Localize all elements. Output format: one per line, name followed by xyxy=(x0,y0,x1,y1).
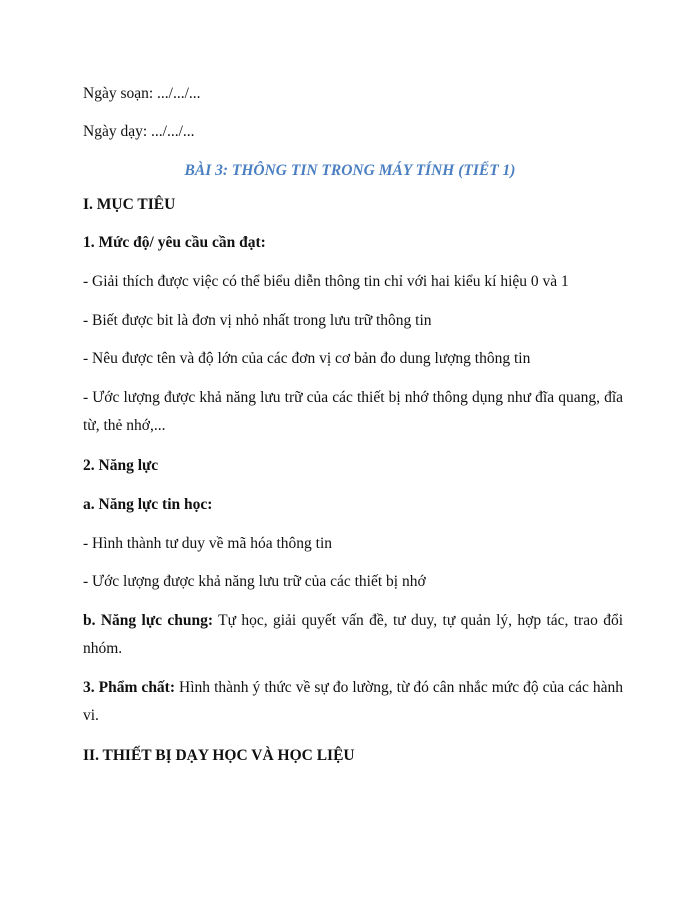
requirements-heading: 1. Mức độ/ yêu cầu cần đạt: xyxy=(83,234,266,251)
section-objectives-heading: I. MỤC TIÊU xyxy=(83,196,176,213)
competency-heading: 2. Năng lực xyxy=(83,457,159,474)
general-competency-label: b. Năng lực chung: xyxy=(83,612,214,629)
prep-date: Ngày soạn: .../.../... xyxy=(83,85,201,102)
lesson-title: BÀI 3: THÔNG TIN TRONG MÁY TÍNH (TIẾT 1) xyxy=(184,162,516,179)
qualities-text: Hình thành ý thức về sự đo lường, từ đó cân nhắc mức độ của các hành vi. xyxy=(83,679,623,724)
list-item: - Ước lượng được khả năng lưu trữ của các thiết bị nhớ xyxy=(83,573,426,590)
list-item: - Hình thành tư duy về mã hóa thông tin xyxy=(83,535,333,552)
teach-date: Ngày dạy: .../.../... xyxy=(83,123,195,140)
list-item: - Giải thích được việc có thể biểu diễn thông tin chỉ với hai kiểu kí hiệu 0 và 1 xyxy=(83,273,569,290)
list-item: - Biết được bit là đơn vị nhỏ nhất trong lưu trữ thông tin xyxy=(83,312,432,329)
general-competency-paragraph xyxy=(83,607,623,663)
it-competency-heading: a. Năng lực tin học: xyxy=(83,496,213,513)
section-equipment-heading: II. THIẾT BỊ DẠY HỌC VÀ HỌC LIỆU xyxy=(83,747,355,764)
qualities-label: 3. Phẩm chất: xyxy=(83,679,176,696)
qualities-paragraph xyxy=(83,674,623,730)
list-item: - Ước lượng được khả năng lưu trữ của các thiết bị nhớ thông dụng như đĩa quang, đĩa từ, thẻ nhớ,... xyxy=(83,389,623,434)
general-competency-text: Tự học, giải quyết vấn đề, tư duy, tự quản lý, hợp tác, trao đổi nhóm. xyxy=(83,612,624,657)
list-item: - Nêu được tên và độ lớn của các đơn vị cơ bản đo dung lượng thông tin xyxy=(83,350,531,367)
